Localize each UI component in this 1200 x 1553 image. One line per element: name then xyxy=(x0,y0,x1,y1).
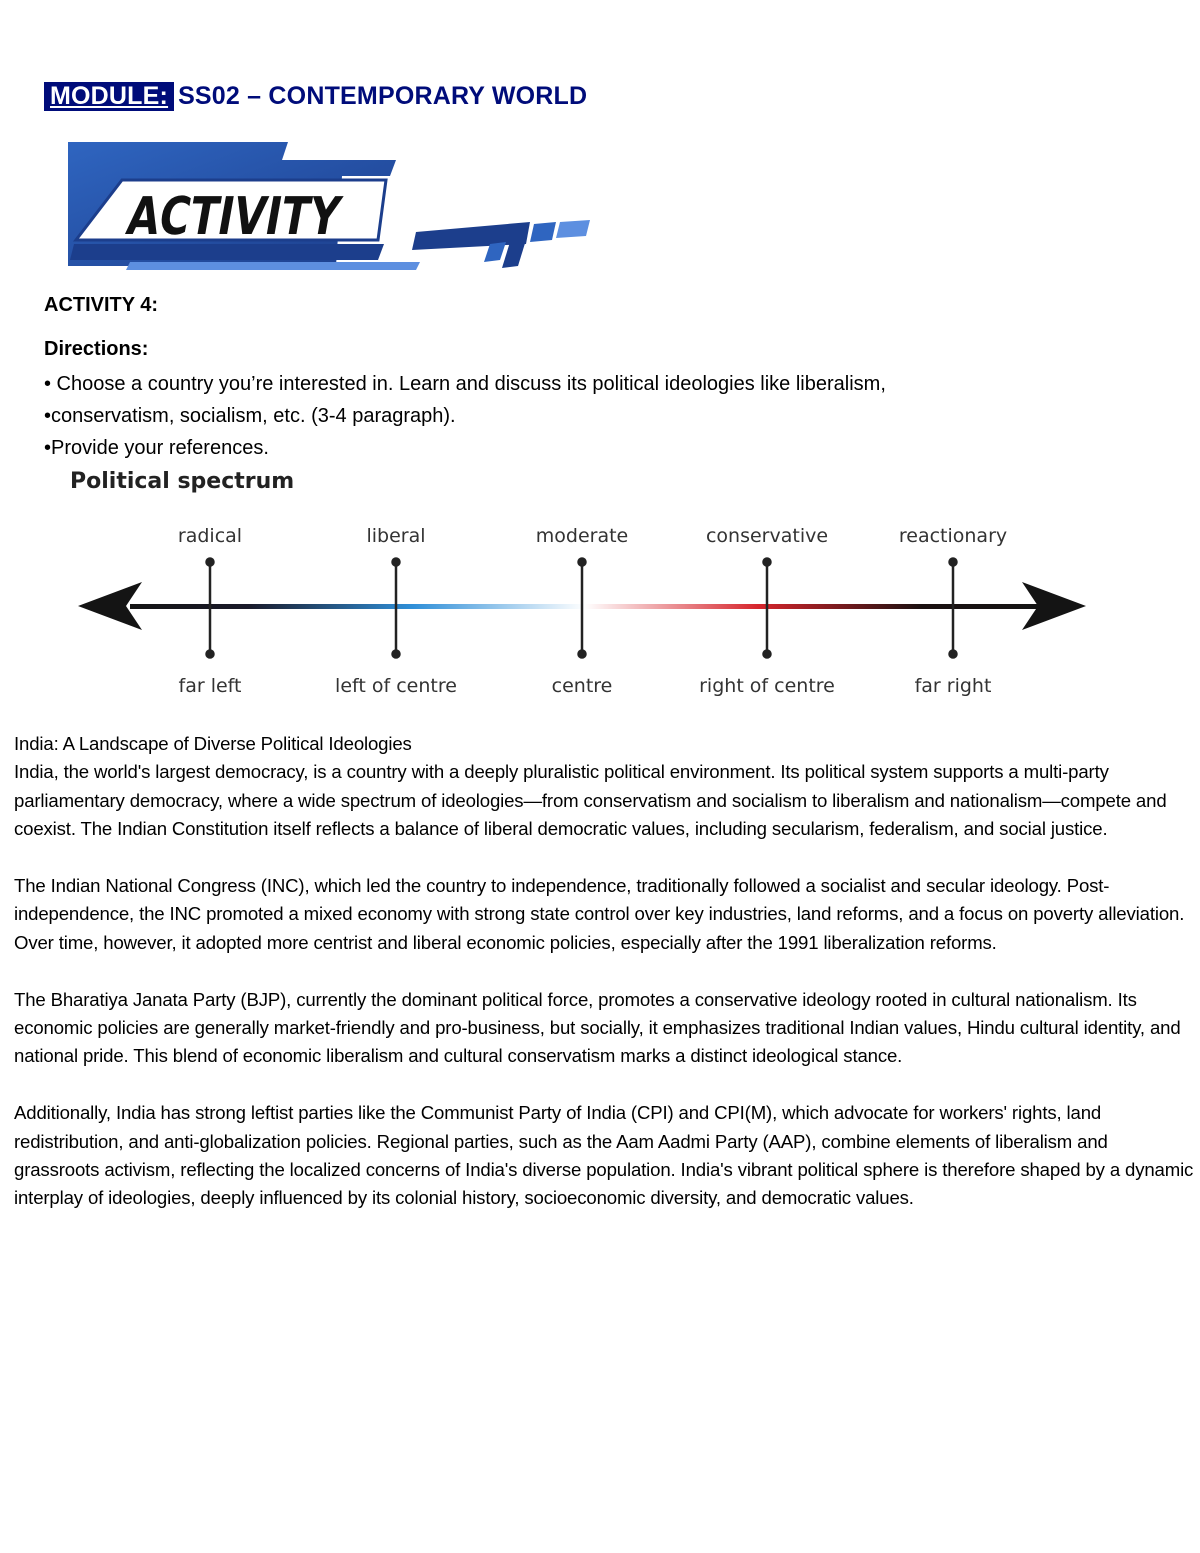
banner-trail-bar-2 xyxy=(530,222,556,242)
spectrum-axis xyxy=(130,604,1040,609)
tick-dot xyxy=(207,559,214,566)
direction-item: •Provide your references. xyxy=(44,437,269,459)
tick-dot xyxy=(393,559,400,566)
label-far-left: far left xyxy=(178,675,242,697)
banner-text: ACTIVITY xyxy=(122,186,400,247)
label-far-right: far right xyxy=(914,675,992,697)
label-conservative: conservative xyxy=(705,525,829,547)
label-liberal: liberal xyxy=(366,525,426,547)
spectrum-title: Political spectrum xyxy=(70,469,295,494)
essay-body xyxy=(14,730,1194,1241)
tick-dot xyxy=(764,559,771,566)
label-right-of-centre: right of centre xyxy=(699,675,835,697)
tick-dot xyxy=(579,559,586,566)
direction-item: • Choose a country you’re interested in. Learn and discuss its political ideologies like liberalism, xyxy=(44,373,886,395)
political-spectrum-diagram xyxy=(60,460,1100,710)
label-radical: radical xyxy=(177,525,243,547)
banner-trail-bar-3 xyxy=(556,220,590,238)
essay-paragraph: The Indian National Congress (INC), which led the country to independence, traditionally followed a socialist and secular ideology. Post-independence, the INC promoted a mixed economy with strong state control over key industries, land reforms, and a focus on poverty alleviation. Over time, however, it adopted more centrist and liberal economic policies, especially after the 1991 liberalization reforms. xyxy=(14,875,1185,953)
module-title: SS02 – CONTEMPORARY WORLD xyxy=(178,82,588,110)
module-header xyxy=(44,82,587,111)
label-centre: centre xyxy=(551,675,613,697)
label-moderate: moderate xyxy=(535,525,629,547)
tick-dot xyxy=(950,559,957,566)
module-label: MODULE: xyxy=(44,82,174,111)
label-reactionary: reactionary xyxy=(898,525,1008,547)
essay-paragraph: Additionally, India has strong leftist parties like the Communist Party of India (CPI) and CPI(M), which advocate for workers' rights, land redistribution, and anti-globalization policies. Regional parties, such as the Aam Aadmi Party (AAP), combine elements of liberalism and grassroots activism, reflecting the localized concerns of India's diverse population. India's vibrant political sphere is therefore shaped by a dynamic interplay of ideologies, deeply influenced by its colonial history, socioeconomic diversity, and democratic values. xyxy=(14,1102,1194,1209)
essay-paragraph: The Bharatiya Janata Party (BJP), currently the dominant political force, promotes a conservative ideology rooted in cultural nationalism. Its economic policies are generally market-friendly and pro-business, but socially, it emphasizes traditional Indian values, Hindu cultural identity, and national pride. This blend of economic liberalism and cultural conservatism marks a distinct ideological stance. xyxy=(14,988,1181,1067)
tick-dot xyxy=(207,651,214,658)
tick-dot xyxy=(393,651,400,658)
label-left-of-centre: left of centre xyxy=(335,675,457,697)
activity-title: ACTIVITY 4: xyxy=(44,294,159,316)
banner-under-stripe xyxy=(126,262,420,270)
tick-dot xyxy=(764,651,771,658)
essay-paragraph: India, the world's largest democracy, is a country with a deeply pluralistic political environment. Its political system supports a multi-party parliamentary democracy, where a wide spectrum of ideologies—from conservatism and socialism to liberalism and nationalism—compete and coexist. The Indian Constitution itself reflects a balance of liberal democratic values, including secularism, federalism, and social justice. xyxy=(14,761,1167,840)
tick-dot xyxy=(579,651,586,658)
directions-label: Directions: xyxy=(44,338,149,360)
essay-heading: India: A Landscape of Diverse Political Ideologies xyxy=(14,733,412,754)
activity-banner xyxy=(60,136,600,276)
tick-dot xyxy=(950,651,957,658)
direction-item: •conservatism, socialism, etc. (3-4 paragraph). xyxy=(44,405,456,427)
directions-list xyxy=(44,368,886,464)
